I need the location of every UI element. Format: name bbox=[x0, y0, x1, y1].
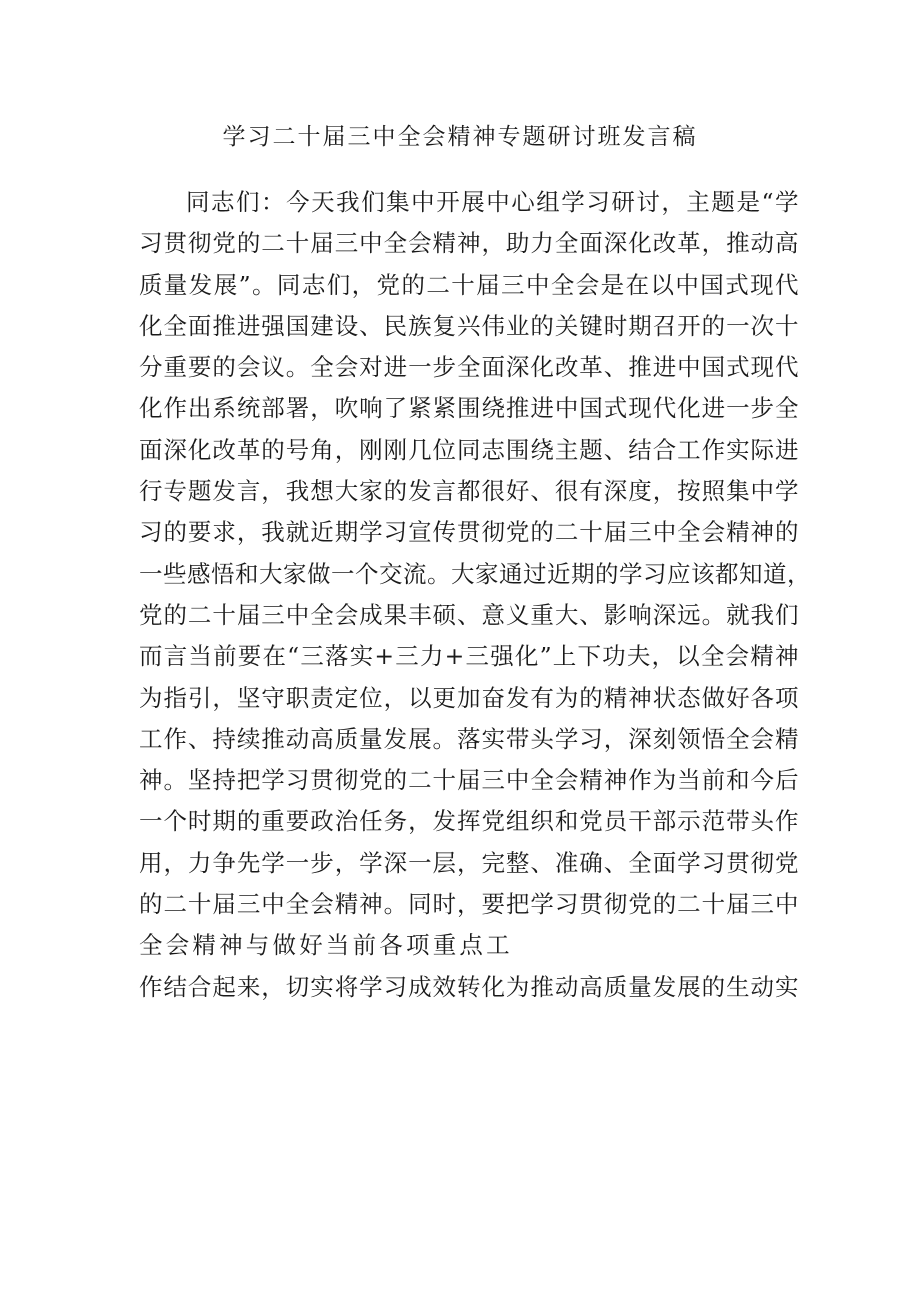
paragraph-line: 质量发展”。同志们，党的二十届三中全会是在以中国式现代 bbox=[139, 270, 799, 299]
paragraph-line: 一个时期的重要政治任务，发挥党组织和党员干部示范带头作 bbox=[139, 807, 799, 836]
paragraph-line: 为指引，坚守职责定位，以更加奋发有为的精神状态做好各项 bbox=[139, 683, 799, 712]
paragraph-line: 面深化改革的号角，刚刚几位同志围绕主题、结合工作实际进 bbox=[139, 435, 799, 464]
paragraph-line: 同志们：今天我们集中开展中心组学习研讨，主题是“学 bbox=[186, 188, 799, 216]
paragraph-line: 分重要的会议。全会对进一步全面深化改革、推进中国式现代 bbox=[139, 353, 799, 382]
paragraph-line: 党的二十届三中全会成果丰硕、意义重大、影响深远。就我们 bbox=[139, 600, 799, 629]
paragraph-line: 习贯彻党的二十届三中全会精神，助力全面深化改革，推动高 bbox=[139, 229, 799, 258]
paragraph-line: 化全面推进强国建设、民族复兴伟业的关键时期召开的一次十 bbox=[139, 311, 799, 340]
document-title: 学习二十届三中全会精神专题研讨班发言稿 bbox=[222, 124, 698, 150]
paragraph-line: 化作出系统部署，吹响了紧紧围绕推进中国式现代化进一步全 bbox=[139, 394, 799, 423]
paragraph-line: 的二十届三中全会精神。同时，要把学习贯彻党的二十届三中 bbox=[139, 890, 799, 919]
paragraph-line: 而言当前要在“三落实+三力+三强化”上下功夫，以全会精神 bbox=[139, 642, 799, 671]
paragraph-line: 用，力争先学一步，学深一层，完整、准确、全面学习贯彻党 bbox=[139, 848, 799, 877]
paragraph-line: 一些感悟和大家做一个交流。大家通过近期的学习应该都知道， bbox=[139, 559, 811, 588]
speech-body bbox=[139, 182, 811, 1008]
paragraph-line: 神。坚持把学习贯彻党的二十届三中全会精神作为当前和今后 bbox=[139, 766, 799, 795]
paragraph-line: 习的要求，我就近期学习宣传贯彻党的二十届三中全会精神的 bbox=[139, 518, 799, 547]
paragraph-line: 行专题发言，我想大家的发言都很好、很有深度，按照集中学 bbox=[139, 477, 799, 506]
paragraph-line: 作结合起来，切实将学习成效转化为推动高质量发展的生动实 bbox=[139, 972, 799, 1001]
paragraph-line: 全会精神与做好当前各项重点工 bbox=[139, 931, 513, 960]
paragraph-line: 工作、持续推动高质量发展。落实带头学习，深刻领悟全会精 bbox=[139, 724, 799, 753]
